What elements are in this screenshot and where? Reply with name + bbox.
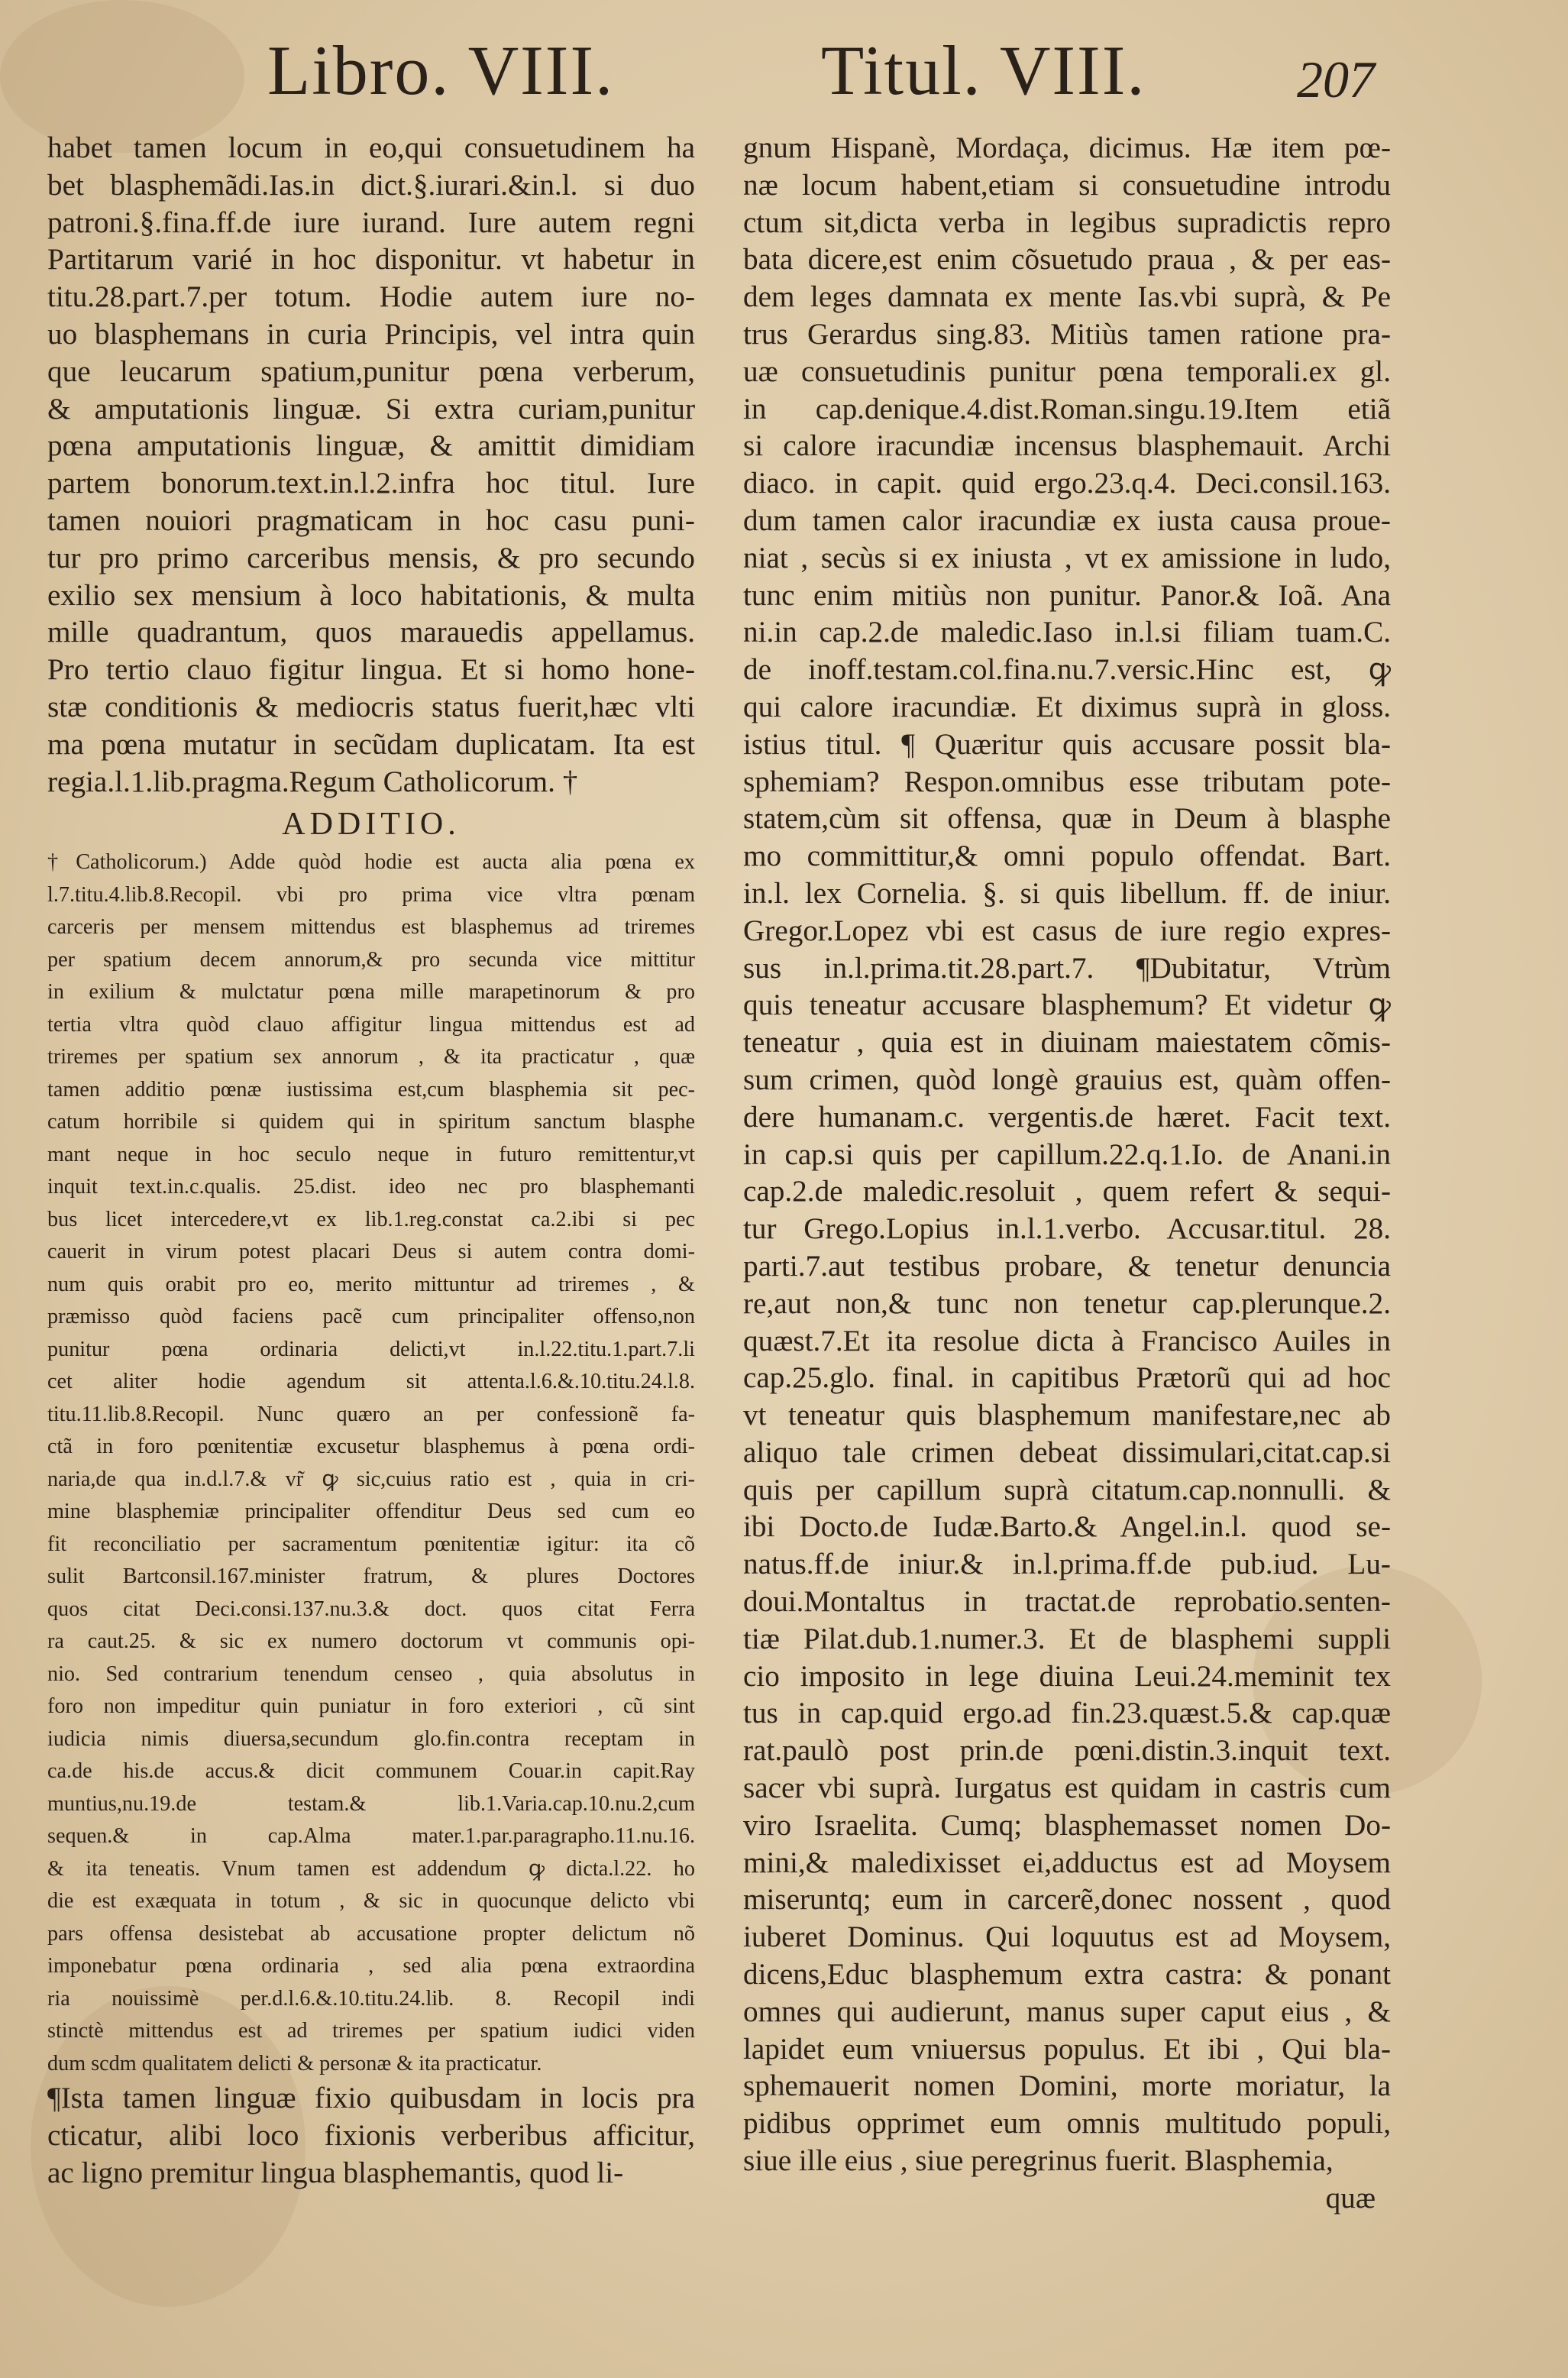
text-line: tamen nouiori pragmaticam in hoc casu puni- (47, 503, 695, 537)
addition-text-line: ra caut.25. & sic ex numero doctorum vt communis opi- (47, 1629, 695, 1654)
text-line: sum crimen, quòd longè grauius est, quàm offen- (743, 1063, 1391, 1096)
text-line: que leucarum spatium,punitur pœna verberum, (47, 354, 695, 388)
text-line: dem leges damnata ex mente Ias.vbi suprà, & Pe (743, 280, 1391, 314)
text-line: mini,& maledixisset ei,adductus est ad Moysem (743, 1846, 1391, 1879)
running-title-title: Titul. VIII. (821, 31, 1146, 109)
text-line: mo committitur,& omni populo offendat. Bart. (743, 840, 1391, 873)
text-line: pidibus opprimet eum omnis multitudo populi, (743, 2107, 1391, 2140)
text-line: diaco. in capit. quid ergo.23.q.4. Deci.consil.163. (743, 467, 1391, 500)
text-line: istius titul. ¶ Quæritur quis accusare possit bla- (743, 727, 1391, 761)
addition-text-line: sulit Bartconsil.167.minister fratrum, & plures Doctores (47, 1564, 695, 1589)
addition-text-line: tertia vltra quòd clauo affigitur lingua mittendus est ad (47, 1012, 695, 1037)
text-line: titu.28.part.7.per totum. Hodie autem iure no- (47, 280, 695, 314)
addition-text-line: naria,de qua in.d.l.7.& vr̃ ꝙ sic,cuius ratio est , quia in cri- (47, 1467, 695, 1491)
text-line: quis teneatur accusare blasphemum? Et videtur ꝙ (743, 988, 1391, 1022)
left-column (47, 130, 695, 2192)
text-line: quæst.7.Et ita resolue dicta à Francisco Auiles in (743, 1324, 1391, 1357)
text-line: de inoff.testam.col.fina.nu.7.versic.Hinc est, ꝙ (743, 653, 1391, 687)
text-line: in cap.denique.4.dist.Roman.singu.19.Item etiã (743, 392, 1391, 425)
text-line: dere humanam.c. vergentis.de hæret. Facit text. (743, 1100, 1391, 1134)
text-line: dicens,Educ blasphemum extra castra: & ponant (743, 1958, 1391, 1991)
addition-text-line: pars offensa desistebat ab accusatione propter delictum nõ (47, 1921, 695, 1946)
text-line: bet blasphemãdi.Ias.in dict.§.iurari.&in.l. si duo (47, 168, 695, 202)
text-line: ni.in cap.2.de maledic.Iaso in.l.si filiam tuam.C. (743, 616, 1391, 649)
page-header (0, 21, 1568, 121)
text-line: viro Israelita. Cumq; blasphemasset nomen Do- (743, 1808, 1391, 1842)
text-line: re,aut non,& tunc non tenetur cap.plerunque.2. (743, 1286, 1391, 1320)
text-line: natus.ff.de iniur.& in.l.prima.ff.de pub.iud. Lu- (743, 1548, 1391, 1581)
text-line: tus in cap.quid ergo.ad fin.23.quæst.5.& cap.quæ (743, 1697, 1391, 1730)
text-line: exilio sex mensium à loco habitationis, & multa (47, 578, 695, 612)
text-line: sphemauerit nomen Domini, morte moriatur, la (743, 2069, 1391, 2103)
addition-text-line: die est exæquata in totum , & sic in quocunque delicto vbi (47, 1889, 695, 1914)
addition-heading: ADDITIO. (282, 807, 461, 843)
addition-text-line: nio. Sed contrarium tenendum censeo , quia absolutus in (47, 1661, 695, 1686)
text-line: Pro tertio clauo figitur lingua. Et si homo hone- (47, 653, 695, 687)
text-line: statem,cùm sit offensa, quæ in Deum à blasphe (743, 802, 1391, 836)
text-line: bata dicere,est enim cõsuetudo praua , & per eas- (743, 243, 1391, 277)
text-line: in cap.si quis per capillum.22.q.1.Io. de Anani.in (743, 1137, 1391, 1171)
text-line: cap.25.glo. final. in capitibus Prætorũ qui ad hoc (743, 1361, 1391, 1395)
text-line: tunc enim mitiùs non punitur. Panor.& Ioã. Ana (743, 578, 1391, 612)
text-line: dum tamen calor iracundiæ ex iusta causa proue- (743, 503, 1391, 537)
addition-text-line: titu.11.lib.8.Recopil. Nunc quæro an per confessionẽ fa- (47, 1402, 695, 1426)
text-line: iuberet Dominus. Qui loquutus est ad Moysem, (743, 1920, 1391, 1954)
addition-text-line: foro non impeditur quin puniatur in foro exteriori , cũ sint (47, 1694, 695, 1719)
addition-text-line: per spatium decem annorum,& pro secunda vice mittitur (47, 947, 695, 972)
text-line: quis per capillum suprà citatum.cap.nonnulli. & (743, 1473, 1391, 1506)
text-line: cap.2.de maledic.resoluit , quem refert & sequi- (743, 1175, 1391, 1208)
text-line: siue ille eius , siue peregrinus fuerit. Blasphemia, (743, 2144, 1334, 2178)
text-line: trus Gerardus sing.83. Mitiùs tamen ratione pra- (743, 317, 1391, 351)
text-line: in.l. lex Cornelia. §. si quis libellum. ff. de iniur. (743, 876, 1391, 910)
addition-text-line: mine blasphemiæ principaliter offenditur Deus sed cum eo (47, 1500, 695, 1524)
addition-text-line: imponebatur pœna ordinaria , sed alia pœna extraordina (47, 1954, 695, 1978)
addition-text-line: carceris per mensem mittendus est blasphemus ad triremes (47, 915, 695, 940)
text-line: gnum Hispanè, Mordaça, dicimus. Hæ item pœ- (743, 131, 1391, 164)
addition-text-line: præmisso quòd faciens pacẽ cum principaliter offenso,non (47, 1305, 695, 1329)
addition-text-line: & ita teneatis. Vnum tamen est addendum ꝙ dicta.l.22. ho (47, 1856, 695, 1881)
catchword: quæ (1325, 2181, 1376, 2215)
text-line: parti.7.aut testibus probare, & tenetur denuncia (743, 1249, 1391, 1283)
text-line: partem bonorum.text.in.l.2.infra hoc titul. Iure (47, 467, 695, 500)
text-line: Gregor.Lopez vbi est casus de iure regio expres- (743, 914, 1391, 947)
text-line: Partitarum varié in hoc disponitur. vt habetur in (47, 243, 695, 277)
addition-text-line: tamen additio pœnæ iustissima est,cum blasphemia sit pec- (47, 1077, 695, 1102)
text-line: tur pro primo carceribus mensis, & pro secundo (47, 541, 695, 574)
text-line: tiæ Pilat.dub.1.numer.3. Et de blasphemi suppli (743, 1622, 1391, 1655)
addition-text-line: cet aliter hodie agendum sit attenta.l.6.&.10.titu.24.l.8. (47, 1370, 695, 1394)
addition-text-line: inquit text.in.c.qualis. 25.dist. ideo nec pro blasphemanti (47, 1175, 695, 1199)
text-line: cticatur, alibi loco fixionis verberibus afficitur, (47, 2119, 695, 2153)
text-line: ibi Docto.de Iudæ.Barto.& Angel.in.l. quod se- (743, 1510, 1391, 1544)
addition-text-line: mant neque in hoc seculo neque in futuro remittentur,vt (47, 1142, 695, 1166)
addition-text-line: triremes per spatium sex annorum , & ita practicatur , quæ (47, 1045, 695, 1069)
text-line: aliquo tale crimen debeat dissimulari,citat.cap.si (743, 1435, 1391, 1469)
text-line: pœna amputationis linguæ, & amittit dimidiam (47, 429, 695, 463)
text-line: habet tamen locum in eo,qui consuetudinem ha (47, 131, 695, 164)
text-line: teneatur , quia est in diuinam maiestatem cõmis- (743, 1026, 1391, 1060)
text-line: regia.l.1.lib.pragma.Regum Catholicorum. † (47, 765, 578, 798)
page-number: 207 (1297, 50, 1375, 108)
text-line: ¶Ista tamen linguæ fixio quibusdam in locis pra (47, 2082, 695, 2115)
running-title-book: Libro. VIII. (267, 31, 615, 109)
addition-text-line: stinctè mittendus est ad triremes per spatium iudici viden (47, 2019, 695, 2043)
addition-text-line: ria nouissimè per.d.l.6.&.10.titu.24.lib. 8. Recopil indi (47, 1986, 695, 2011)
addition-text-line: sequen.& in cap.Alma mater.1.par.paragrapho.11.nu.16. (47, 1824, 695, 1849)
text-line: lapidet eum vniuersus populus. Et ibi , Qui bla- (743, 2032, 1391, 2066)
addition-text-line: punitur pœna ordinaria delicti,vt in.l.22.titu.1.part.7.li (47, 1337, 695, 1361)
text-line: cio imposito in lege diuina Leui.24.meminit tex (743, 1659, 1391, 1693)
text-line: stæ conditionis & mediocris status fuerit,hæc vlti (47, 690, 695, 723)
addition-text-line: †Catholicorum.) Adde quòd hodie est aucta alia pœna ex (47, 850, 695, 875)
addition-text-line: quos citat Deci.consi.137.nu.3.& doct. quos citat Ferra (47, 1597, 695, 1621)
text-line: vt teneatur quis blasphemum manifestare,nec ab (743, 1399, 1391, 1432)
text-line: doui.Montaltus in tractat.de reprobatio.senten- (743, 1585, 1391, 1619)
addition-text-line: dum scdm qualitatem delicti & personæ & ita practicatur. (47, 2051, 542, 2075)
text-line: rat.paulò post prin.de pœni.distin.3.inquit text. (743, 1734, 1391, 1768)
text-line: sus in.l.prima.tit.28.part.7. ¶Dubitatur, Vtrùm (743, 951, 1391, 985)
addition-text-line: catum horribile si quidem qui in spiritum sanctum blasphe (47, 1110, 695, 1134)
addition-text-line: ctã in foro pœnitentiæ excusetur blasphemus à pœna ordi- (47, 1435, 695, 1459)
text-line: uo blasphemans in curia Principis, vel intra quin (47, 317, 695, 351)
right-column (743, 130, 1391, 2218)
addition-text-line: in exilium & mulctatur pœna mille marapetinorum & pro (47, 980, 695, 1005)
text-line: mille quadrantum, quos marauedis appellamus. (47, 616, 695, 649)
addition-text-line: iudicia nimis diuersa,secundum glo.fin.contra receptam in (47, 1726, 695, 1751)
addition-text-line: muntius,nu.19.de testam.& lib.1.Varia.cap.10.nu.2,cum (47, 1791, 695, 1816)
text-line: omnes qui audierunt, manus super caput eius , & (743, 1995, 1391, 2028)
text-line: miseruntq; eum in carcerẽ,donec nossent , quod (743, 1883, 1391, 1917)
text-line: uæ consuetudinis punitur pœna temporali.ex gl. (743, 354, 1391, 388)
addition-text-line: num quis orabit pro eo, merito mittuntur ad triremes , & (47, 1272, 695, 1296)
text-line: tur Grego.Lopius in.l.1.verbo. Accusar.titul. 28. (743, 1212, 1391, 1246)
addition-text-line: ca.de his.de accus.& dicit communem Couar.in capit.Ray (47, 1759, 695, 1784)
text-line: næ locum habent,etiam si consuetudine introdu (743, 168, 1391, 202)
addition-text-line: bus licet intercedere,vt ex lib.1.reg.constat ca.2.ibi si pec (47, 1207, 695, 1231)
text-line: si calore iracundiæ incensus blasphemauit. Archi (743, 429, 1391, 463)
addition-text-line: fit reconciliatio per sacramentum pœnitentiæ igitur: ita cõ (47, 1532, 695, 1556)
addition-text-line: cauerit in virum potest placari Deus si autem contra domi- (47, 1240, 695, 1264)
text-line: ma pœna mutatur in secũdam duplicatam. Ita est (47, 727, 695, 761)
addition-text-line: l.7.titu.4.lib.8.Recopil. vbi pro prima vice vltra pœnam (47, 882, 695, 907)
text-line: ac ligno premitur lingua blasphemantis, quod li- (47, 2156, 624, 2189)
text-line: ctum sit,dicta verba in legibus supradictis repro (743, 205, 1391, 239)
text-line: sacer vbi suprà. Iurgatus est quidam in castris cum (743, 1771, 1391, 1805)
text-line: & amputationis linguæ. Si extra curiam,punitur (47, 392, 695, 425)
text-line: qui calore iracundiæ. Et diximus suprà in gloss. (743, 690, 1391, 723)
text-line: sphemiam? Respon.omnibus esse tributam pote- (743, 765, 1391, 798)
text-line: patroni.§.fina.ff.de iure iurand. Iure autem regni (47, 205, 695, 239)
text-line: niat , secùs si ex iniusta , vt ex amissione in ludo, (743, 541, 1391, 574)
